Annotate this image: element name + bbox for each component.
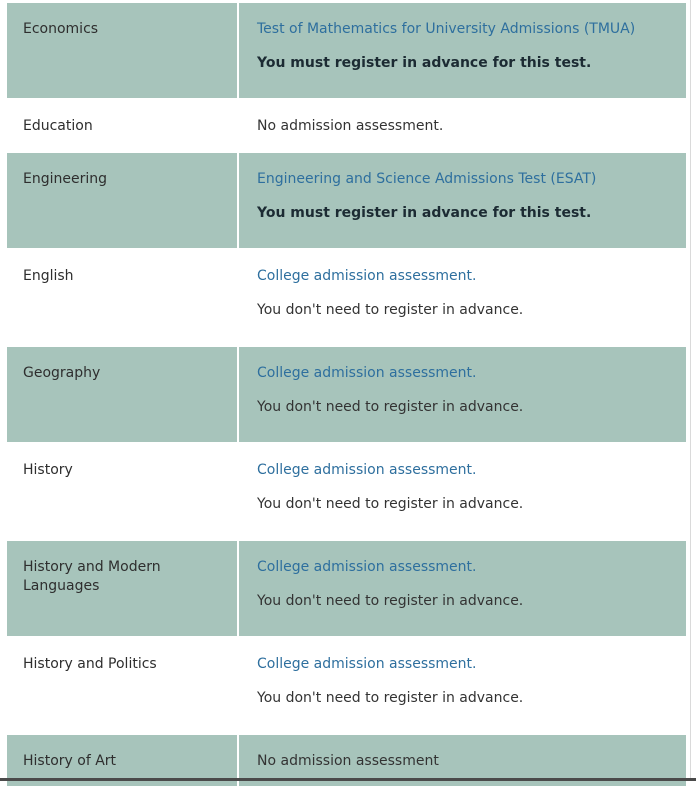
- assessment-line: No admission assessment: [257, 753, 439, 769]
- assessment-cell: [239, 250, 686, 345]
- assessment-cell: [239, 153, 686, 248]
- assessment-line: No admission assessment.: [257, 118, 444, 134]
- subject-label: History of Art: [23, 753, 117, 769]
- assessment-line: [257, 267, 670, 286]
- assessment-line: You must register in advance for this test.: [257, 55, 592, 71]
- assessment-link[interactable]: Test of Mathematics for University Admissions (TMUA): [257, 21, 636, 37]
- subject-cell: [7, 638, 237, 733]
- assessment-line: [257, 20, 670, 39]
- assessment-line: You don't need to register in advance.: [257, 399, 524, 415]
- subject-label: Geography: [23, 365, 101, 381]
- assessment-link[interactable]: College admission assessment.: [257, 268, 477, 284]
- assessment-line: You don't need to register in advance.: [257, 690, 524, 706]
- assessment-line: [257, 364, 670, 383]
- subject-label: Economics: [23, 21, 99, 37]
- assessment-line: [257, 170, 670, 189]
- subject-label: History and Modern Languages: [23, 559, 161, 594]
- assessment-line: [257, 655, 670, 674]
- subject-label: Education: [23, 118, 93, 134]
- assessment-link[interactable]: College admission assessment.: [257, 462, 477, 478]
- assessment-cell: [239, 3, 686, 98]
- assessment-link[interactable]: College admission assessment.: [257, 365, 477, 381]
- table-row: [7, 250, 686, 345]
- assessment-line: You don't need to register in advance.: [257, 496, 524, 512]
- table-row: [7, 153, 686, 248]
- subject-cell: [7, 250, 237, 345]
- table-body: [7, 3, 686, 786]
- assessment-line: [257, 461, 670, 480]
- subject-label: English: [23, 268, 74, 284]
- assessment-line: You must register in advance for this test.: [257, 205, 592, 221]
- subject-cell: [7, 100, 237, 151]
- assessment-link[interactable]: College admission assessment.: [257, 559, 477, 575]
- table-row: [7, 444, 686, 539]
- admission-assessments-table: [5, 1, 688, 788]
- subject-label: History: [23, 462, 73, 478]
- subject-cell: [7, 3, 237, 98]
- assessment-cell: [239, 100, 686, 151]
- assessment-cell: [239, 444, 686, 539]
- table-row: [7, 347, 686, 442]
- subject-cell: [7, 347, 237, 442]
- subject-cell: [7, 153, 237, 248]
- assessment-cell: [239, 347, 686, 442]
- assessment-line: You don't need to register in advance.: [257, 593, 524, 609]
- assessment-cell: [239, 541, 686, 636]
- table-row: [7, 638, 686, 733]
- assessment-link[interactable]: College admission assessment.: [257, 656, 477, 672]
- right-edge-line: [690, 0, 691, 781]
- subject-cell: [7, 541, 237, 636]
- subject-label: Engineering: [23, 171, 107, 187]
- assessment-link[interactable]: Engineering and Science Admissions Test (ESAT): [257, 171, 597, 187]
- subject-cell: [7, 444, 237, 539]
- table-row: [7, 3, 686, 98]
- table-row: [7, 541, 686, 636]
- subject-label: History and Politics: [23, 656, 157, 672]
- assessment-line: You don't need to register in advance.: [257, 302, 524, 318]
- assessment-line: [257, 558, 670, 577]
- table-row: [7, 100, 686, 151]
- assessment-cell: [239, 638, 686, 733]
